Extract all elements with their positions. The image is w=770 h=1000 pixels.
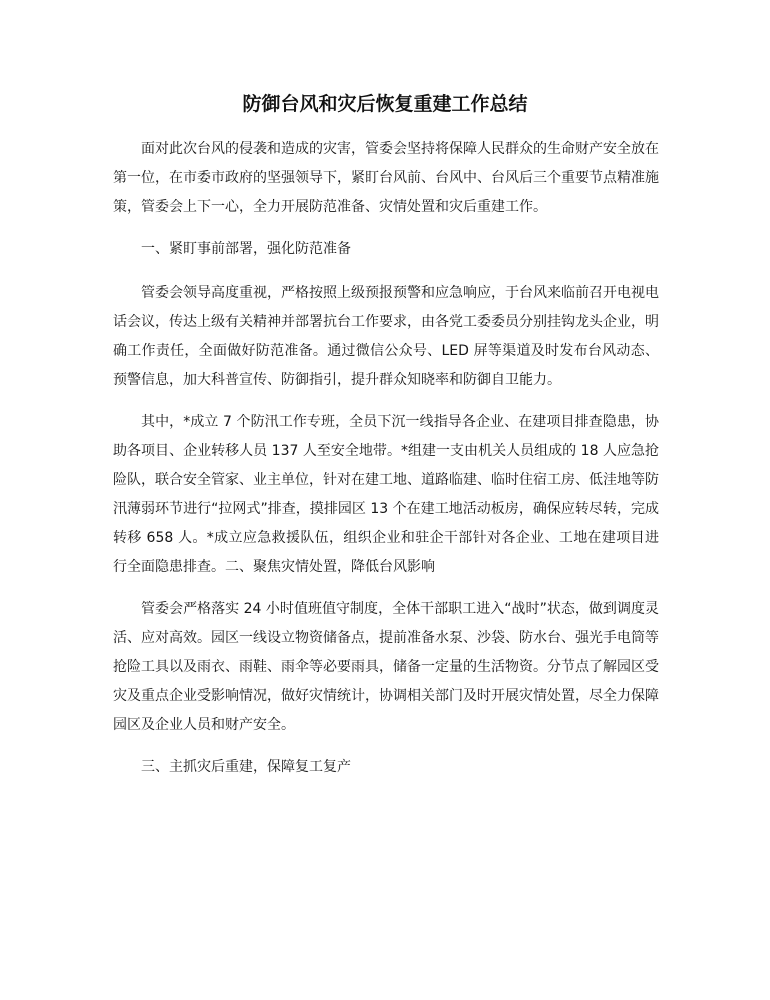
measures-paragraph: 其中，*成立 7 个防汛工作专班，全员下沉一线指导各企业、在建项目排查隐患，协助各项目、企业转移人员 137 人至安全地带。*组建一支由机关人员组成的 18 人应急抢险队，联合安全管家、业主单位，针对在建工地、道路临建、临时住宿工房、低洼地等防汛薄弱环节进行“拉网式”排查，摸排园区 13 个在建工地活动板房，确保应转尽转，完成转移 658 人。*成立应急救援队伍，组织企业和驻企干部针对各企业、工地在建项目进行全面隐患排查。二、聚焦灾情处置，降低台风影响 (113, 414, 659, 575)
intro-paragraph: 面对此次台风的侵袭和造成的灾害，管委会坚持将保障人民群众的生命财产安全放在第一位，在市委市政府的坚强领导下，紧盯台风前、台风中、台风后三个重要节点精准施策，管委会上下一心，全力开展防范准备、灾情处置和灾后重建工作。 (113, 141, 659, 215)
section-1-paragraph: 管委会领导高度重视，严格按照上级预报预警和应急响应，于台风来临前召开电视电话会议，传达上级有关精神并部署抗台工作要求，由各党工委委员分别挂钩龙头企业，明确工作责任，全面做好防范准备。通过微信公众号、LED 屏等渠道及时发布台风动态、预警信息，加大科普宣传、防御指引，提升群众知晓率和防御自卫能力。 (113, 285, 659, 388)
section-2-paragraph: 管委会严格落实 24 小时值班值守制度，全体干部职工进入“战时”状态，做到调度灵活、应对高效。园区一线设立物资储备点，提前准备水泵、沙袋、防水台、强光手电筒等抢险工具以及雨衣、雨鞋、雨伞等必要雨具，储备一定量的生活物资。分节点了解园区受灾及重点企业受影响情况，做好灾情统计，协调相关部门及时开展灾情处置，尽全力保障园区及企业人员和财产安全。 (113, 601, 659, 733)
section-heading-1: 一、紧盯事前部署，强化防范准备 (141, 241, 351, 257)
section-heading-3: 三、主抓灾后重建，保障复工复产 (141, 759, 351, 775)
document-title: 防御台风和灾后恢复重建工作总结 (242, 93, 528, 115)
document-body (113, 135, 659, 797)
